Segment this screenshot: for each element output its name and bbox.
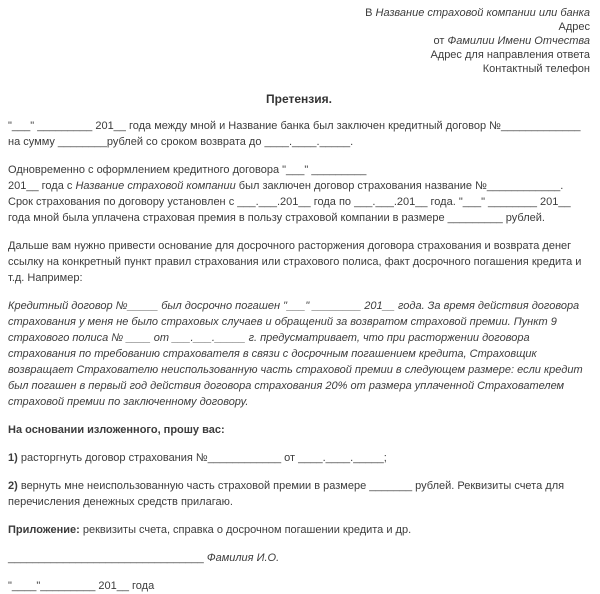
attachment-label: Приложение: bbox=[8, 524, 80, 536]
attachment-text: реквизиты счета, справка о досрочном погашении кредита и др. bbox=[82, 524, 412, 536]
insurance-paragraph-after-company: был заключен договор страхования название №____________. Срок страхования по договору установлен с ___.___.201__ года по ___.___.201__ года. "___" ________ 201__ года мной была уплачена страховая премия в пользу страховой компании в размере _________ рублей. bbox=[8, 180, 571, 224]
sender-from-prefix: от bbox=[433, 35, 445, 47]
document-title: Претензия. bbox=[266, 92, 332, 106]
request-heading: На основании изложенного, прошу вас: bbox=[8, 424, 225, 436]
paragraph-insurance-contract bbox=[8, 162, 590, 226]
request-item-1-text: расторгнуть договор страхования №____________ от ____.____._____; bbox=[20, 452, 387, 464]
recipient-company-line bbox=[8, 6, 590, 20]
sender-reply-address-line: Адрес для направления ответа bbox=[430, 49, 590, 61]
request-item-1 bbox=[8, 450, 590, 466]
request-item-1-number: 1) bbox=[8, 452, 18, 464]
sender-name-placeholder: Фамилии Имени Отчества bbox=[447, 35, 590, 47]
claim-letter-document bbox=[8, 6, 590, 594]
date-line: "____"_________ 201__ года bbox=[8, 580, 155, 592]
insurance-company-placeholder: Название страховой компании bbox=[75, 180, 236, 192]
recipient-to-prefix: В bbox=[365, 7, 373, 19]
sender-phone-line: Контактный телефон bbox=[482, 63, 590, 75]
paragraph-example: Кредитный договор №_____ был досрочно погашен "___" ________ 201__ года. За время действия договора страхования у меня не было страховых случаев и обращений за возвратом страховой премии. Пункт 9 страхового полиса № ____ от ___.___._____ г. предусматривает, что при расторжении договора страхования по требованию страхователя в связи с досрочным погашением кредита, Страховщик возвращает Страхователю неиспользованную часть страховой премии в следующем размере: если кредит был погашен в первый год действия договора страхования 20% от размера уплаченной Страхователем страховой премии по заключенному договору. bbox=[8, 300, 583, 408]
paragraph-credit-contract: "___" _________ 201__ года между мной и Название банка был заключен кредитный договор №_____________ на сумму ________рублей со сроком возврата до ____.____._____. bbox=[8, 120, 581, 148]
signature-line bbox=[8, 550, 590, 566]
recipient-address-line: Адрес bbox=[558, 21, 590, 33]
signature-name-placeholder: Фамилия И.О. bbox=[206, 552, 280, 564]
paragraph-instructions: Дальше вам нужно привести основание для досрочного расторжения договора страхования и возврата денег ссылку на конкретный пункт правил страхования или страхового полиса, факт досрочного погашения кредита и т.д. Например: bbox=[8, 240, 582, 284]
insurance-paragraph-line1: Одновременно с оформлением кредитного договора "___" _________ bbox=[8, 164, 367, 176]
signature-blank: ________________________________ bbox=[8, 552, 204, 564]
request-item-2-number: 2) bbox=[8, 480, 18, 492]
request-item-2 bbox=[8, 478, 590, 510]
request-item-2-text: вернуть мне неиспользованную часть страховой премии в размере _______ рублей. Реквизиты счета для перечисления денежных средств прилагаю. bbox=[8, 480, 565, 508]
sender-name-line bbox=[8, 34, 590, 48]
recipient-company-placeholder: Название страховой компании или банка bbox=[375, 7, 590, 19]
attachment-line bbox=[8, 522, 590, 538]
recipient-block bbox=[8, 6, 590, 76]
insurance-paragraph-before-company: 201__ года с bbox=[8, 180, 76, 192]
